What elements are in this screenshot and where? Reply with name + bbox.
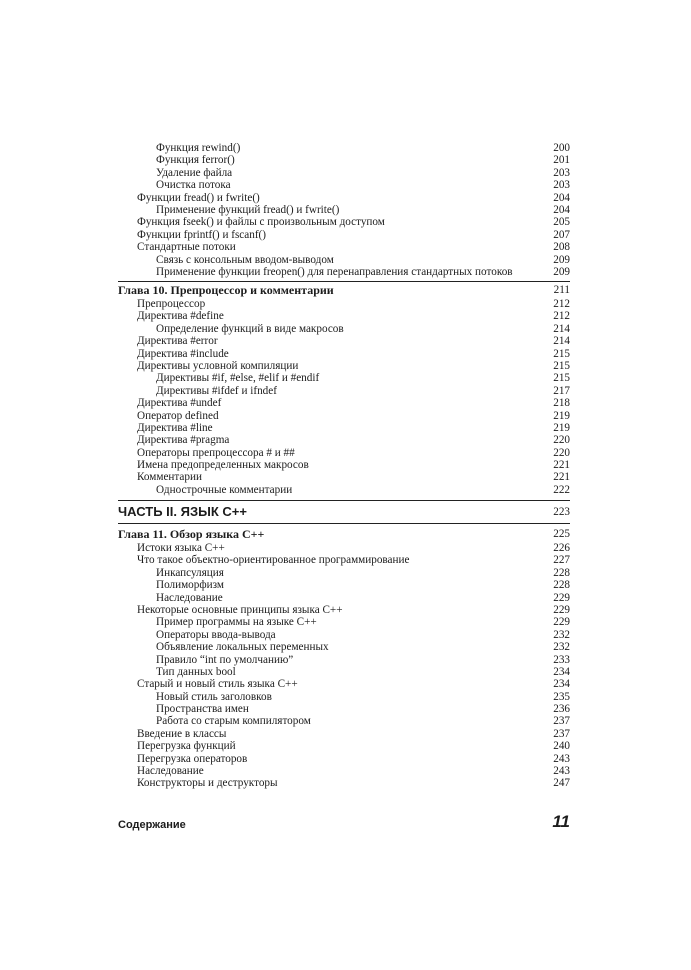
part-title: ЧАСТЬ II. ЯЗЫК C++	[118, 504, 247, 519]
toc-entry[interactable]	[118, 654, 570, 666]
toc-entry-title: Операторы ввода-вывода	[156, 628, 276, 641]
chapter-title: Глава 10. Препроцессор и комментарии	[118, 283, 334, 297]
toc-entry-title: Имена предопределенных макросов	[137, 459, 309, 472]
part-page: 223	[553, 506, 570, 518]
toc-entry-title: Удаление файла	[156, 166, 233, 179]
chapter-title: Глава 11. Обзор языка C++	[118, 527, 265, 541]
toc-entry-title: Новый стиль заголовков	[156, 690, 272, 703]
toc-entry[interactable]	[118, 592, 570, 604]
toc-entry-title: Наследование	[137, 765, 204, 778]
toc-entry[interactable]	[118, 422, 570, 434]
toc-entry-title: Тип данных bool	[156, 665, 236, 678]
toc-entry[interactable]	[118, 666, 570, 678]
toc-entry-page: 201	[553, 154, 570, 167]
part-2-rule	[118, 500, 570, 501]
toc-entry-page: 200	[553, 142, 570, 154]
toc-entry-page: 234	[553, 678, 570, 691]
toc-entry-page: 228	[553, 579, 570, 592]
toc-entry-title: Функция rewind()	[156, 142, 241, 154]
toc-entry-page: 247	[553, 777, 570, 790]
toc-entry-title: Функция ferror()	[156, 154, 235, 167]
toc-entry-page: 207	[553, 228, 570, 241]
toc-entry-page: 227	[553, 554, 570, 567]
chapter-10-rule	[118, 281, 570, 282]
toc-entry[interactable]	[118, 728, 570, 740]
toc-entry-page: 215	[553, 359, 570, 372]
toc-entry[interactable]	[118, 567, 570, 579]
toc-entry[interactable]	[118, 372, 570, 384]
toc-entry-page: 212	[553, 310, 570, 323]
toc-entry-title: Директивы #if, #else, #elif и #endif	[156, 372, 320, 385]
toc-entry[interactable]	[118, 323, 570, 335]
toc-entry-page: 236	[553, 703, 570, 716]
toc-entry-page: 243	[553, 765, 570, 778]
toc-entry-title: Перегрузка операторов	[137, 752, 248, 765]
toc-entry-title: Правило “int по умолчанию”	[156, 653, 294, 666]
toc-entry-page: 228	[553, 566, 570, 579]
toc-entry-title: Введение в классы	[137, 727, 227, 740]
toc-entry-page: 220	[553, 446, 570, 459]
toc-entry[interactable]	[118, 678, 570, 690]
toc-entry[interactable]	[118, 167, 570, 179]
toc-entry[interactable]	[118, 397, 570, 409]
toc-entry-page: 212	[553, 298, 570, 310]
toc-entry-title: Функции fread() и fwrite()	[137, 191, 260, 204]
toc-entry[interactable]	[118, 154, 570, 166]
toc-entry-page: 215	[553, 372, 570, 385]
toc-entry-page: 205	[553, 216, 570, 229]
toc-entry[interactable]	[118, 385, 570, 397]
toc-entry-page: 219	[553, 409, 570, 422]
chapter-page: 211	[553, 284, 570, 296]
toc-entry[interactable]	[118, 241, 570, 253]
toc-entry-title: Наследование	[156, 591, 223, 604]
toc-entry[interactable]	[118, 554, 570, 566]
toc-entry-title: Применение функции freopen() для перенаправления стандартных потоков	[156, 265, 513, 278]
toc-entry-title: Директива #line	[137, 421, 213, 434]
toc-entry-title: Полиморфизм	[156, 579, 224, 592]
toc-entry-title: Определение функций в виде макросов	[156, 322, 344, 335]
toc-entry-page: 229	[553, 616, 570, 629]
toc-entry-title: Конструкторы и деструкторы	[137, 777, 278, 790]
toc-entry[interactable]	[118, 179, 570, 191]
toc-entry[interactable]	[118, 192, 570, 204]
toc-entry-page: 240	[553, 740, 570, 753]
toc-entry-title: Объявление локальных переменных	[156, 641, 329, 654]
chapter-10-heading[interactable]	[118, 283, 570, 298]
toc-entry-title: Что такое объектно-ориентированное программирование	[137, 554, 410, 567]
toc-entry-title: Пространства имен	[156, 703, 249, 716]
toc-entry-page: 214	[553, 322, 570, 335]
toc-entry-page: 218	[553, 397, 570, 410]
toc-entry-page: 232	[553, 641, 570, 654]
toc-entry[interactable]	[118, 471, 570, 483]
toc-entry[interactable]	[118, 542, 570, 554]
toc-entry-title: Истоки языка C++	[137, 542, 225, 554]
toc-section-top	[118, 142, 570, 278]
chapter-11-heading[interactable]	[118, 527, 570, 542]
chapter-11-rule	[118, 523, 570, 524]
toc-entry[interactable]	[118, 447, 570, 459]
toc-entry[interactable]	[118, 616, 570, 628]
toc-entry-page: 203	[553, 179, 570, 192]
toc-entry-page: 234	[553, 665, 570, 678]
toc-entry-title: Директива #pragma	[137, 434, 230, 447]
toc-entry[interactable]	[118, 204, 570, 216]
toc-entry-page: 229	[553, 591, 570, 604]
toc-entry-title: Функции fprintf() и fscanf()	[137, 228, 267, 241]
toc-entry[interactable]	[118, 229, 570, 241]
toc-entry-title: Комментарии	[137, 471, 202, 484]
part-2-heading[interactable]	[118, 504, 570, 520]
toc-entry-title: Перегрузка функций	[137, 740, 236, 753]
toc-entry-page: 229	[553, 603, 570, 616]
toc-entry[interactable]	[118, 604, 570, 616]
toc-entry-page: 220	[553, 434, 570, 447]
chapter-page: 225	[553, 528, 570, 540]
toc-entry[interactable]	[118, 298, 570, 310]
toc-entry-page: 243	[553, 752, 570, 765]
toc-entry-page: 226	[553, 542, 570, 554]
footer-title: Содержание	[118, 819, 186, 831]
toc-section-chapter-10	[118, 298, 570, 496]
toc-entry-page: 221	[553, 459, 570, 472]
toc-entry[interactable]	[118, 310, 570, 322]
toc-entry[interactable]	[118, 740, 570, 752]
toc-entry[interactable]	[118, 691, 570, 703]
toc-entry[interactable]	[118, 254, 570, 266]
toc-entry-title: Функция fseek() и файлы с произвольным доступом	[137, 216, 385, 229]
toc-entry-title: Стандартные потоки	[137, 241, 236, 254]
toc-entry-title: Директивы #ifdef и ifndef	[156, 384, 277, 397]
toc-entry-title: Очистка потока	[156, 179, 231, 192]
toc-entry[interactable]	[118, 360, 570, 372]
toc-entry[interactable]	[118, 629, 570, 641]
toc-entry-title: Оператор defined	[137, 409, 219, 422]
toc-entry-page: 219	[553, 421, 570, 434]
toc-entry-title: Некоторые основные принципы языка C++	[137, 603, 343, 616]
toc-entry-page: 215	[553, 347, 570, 360]
toc-entry-page: 204	[553, 191, 570, 204]
toc-entry-title: Старый и новый стиль языка C++	[137, 678, 298, 691]
toc-entry-page: 237	[553, 727, 570, 740]
toc-entry[interactable]	[118, 335, 570, 347]
toc-entry-title: Директива #undef	[137, 397, 222, 410]
toc-entry-title: Препроцессор	[137, 298, 206, 310]
toc-entry[interactable]	[118, 348, 570, 360]
toc-entry[interactable]	[118, 410, 570, 422]
toc-entry-title: Работа со старым компилятором	[156, 715, 311, 728]
toc-entry-page: 208	[553, 241, 570, 254]
toc-entry-title: Связь с консольным вводом-выводом	[156, 253, 334, 266]
toc-entry-title: Пример программы на языке C++	[156, 616, 317, 629]
toc-entry-page: 221	[553, 471, 570, 484]
toc-entry[interactable]	[118, 703, 570, 715]
toc-entry-page: 232	[553, 628, 570, 641]
toc-entry[interactable]	[118, 777, 570, 789]
toc-entry[interactable]	[118, 484, 570, 496]
toc-entry-page: 233	[553, 653, 570, 666]
toc-entry[interactable]	[118, 459, 570, 471]
footer-page-number: 11	[552, 812, 570, 831]
toc-entry-title: Директива #include	[137, 347, 229, 360]
toc-entry[interactable]	[118, 641, 570, 653]
toc-entry-title: Директива #define	[137, 310, 224, 323]
toc-entry-page: 217	[553, 384, 570, 397]
toc-entry[interactable]	[118, 266, 570, 278]
toc-entry[interactable]	[118, 434, 570, 446]
toc-entry-page: 237	[553, 715, 570, 728]
toc-entry[interactable]	[118, 579, 570, 591]
toc-entry[interactable]	[118, 715, 570, 727]
toc-entry-title: Однострочные комментарии	[156, 483, 293, 496]
toc-entry[interactable]	[118, 142, 570, 154]
toc-entry[interactable]	[118, 216, 570, 228]
toc-entry-title: Директива #error	[137, 335, 218, 348]
toc-section-chapter-11	[118, 542, 570, 790]
toc-entry-page: 235	[553, 690, 570, 703]
toc-entry-page: 214	[553, 335, 570, 348]
toc-entry-title: Операторы препроцессора # и ##	[137, 446, 295, 459]
toc-entry-page: 209	[553, 265, 570, 278]
toc-entry-title: Применение функций fread() и fwrite()	[156, 203, 340, 216]
toc-entry-page: 203	[553, 166, 570, 179]
toc-entry-page: 222	[553, 483, 570, 496]
toc-entry[interactable]	[118, 753, 570, 765]
toc-entry-title: Директивы условной компиляции	[137, 359, 299, 372]
toc-entry[interactable]	[118, 765, 570, 777]
toc-entry-page: 204	[553, 203, 570, 216]
toc-entry-title: Инкапсуляция	[156, 566, 224, 579]
toc-entry-page: 209	[553, 253, 570, 266]
